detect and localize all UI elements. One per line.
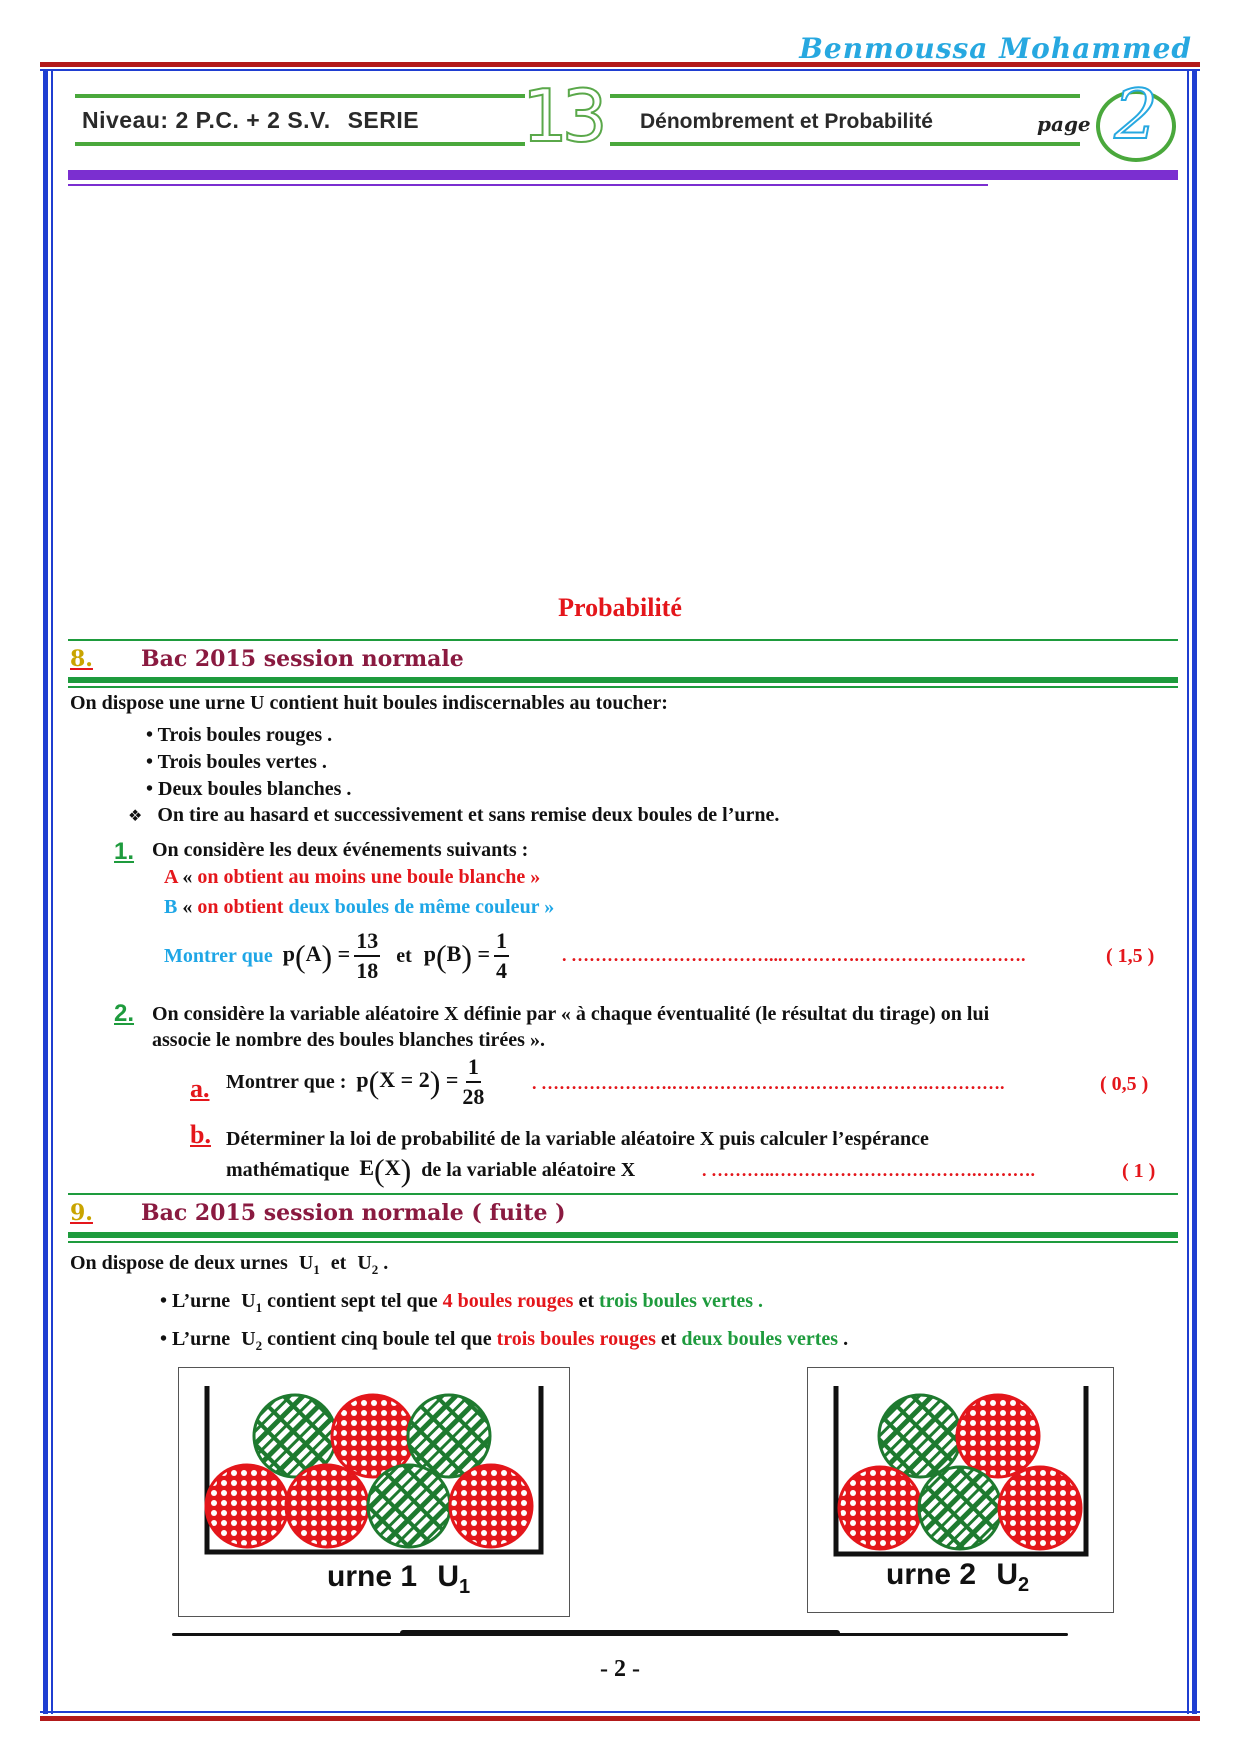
q2a-label: a.	[190, 1074, 210, 1103]
ex9-top-rule	[68, 1193, 1178, 1195]
frame-top-blue	[40, 69, 1200, 71]
header-chapter: Dénombrement et Probabilité	[640, 110, 933, 133]
page-number: - 2 -	[600, 1656, 640, 1682]
page-badge-number: 2	[1114, 76, 1158, 155]
footer-rule-thick	[400, 1630, 840, 1636]
q2b-text-1: Déterminer la loi de probabilité de la variable aléatoire X puis calculer l’espérance	[226, 1128, 929, 1150]
level-text: Niveau: 2 P.C. + 2 S.V.	[82, 107, 331, 133]
q2a-dots: . ………………….…………………………………….………….	[532, 1073, 1005, 1093]
q1-points: ( 1,5 )	[1106, 945, 1155, 967]
ex9-urn2-desc: • L’urne $U_2$ contient cinq boule tel que trois boules rouges et deux boules vertes .	[160, 1328, 849, 1353]
q2a-formula: Montrer que : p(X = 2) = $\frac{1}{28}$	[226, 1054, 485, 1109]
q2a-points: ( 0,5 )	[1100, 1073, 1149, 1095]
frame-right-2	[1187, 70, 1189, 1714]
diamond-bullet-icon: ❖	[128, 806, 143, 825]
fraction-pB: $\frac{1}{4}$	[496, 928, 508, 983]
ball-green	[408, 1395, 490, 1477]
frame-right-1	[1192, 70, 1197, 1714]
page-word: page	[1037, 112, 1091, 136]
ex8-bottom-rule	[68, 677, 1178, 683]
frame-bottom-red	[40, 1716, 1200, 1721]
header-border-left-bottom	[75, 142, 525, 146]
q1-label: 1.	[114, 838, 135, 865]
ball-red	[206, 1465, 288, 1547]
serie-number: 13	[522, 74, 602, 158]
header-border-right	[610, 94, 1080, 98]
ex8-header	[70, 646, 464, 672]
frame-bottom-blue	[40, 1711, 1200, 1713]
header-thin-rule	[68, 184, 988, 186]
q2b-points: ( 1 )	[1122, 1160, 1156, 1182]
q1-event-b: B « on obtient deux boules de même couleur »	[164, 896, 555, 918]
header-level	[82, 107, 419, 134]
urn1-figure	[178, 1367, 570, 1617]
ex8-top-rule	[68, 639, 1178, 641]
q2b-dots: . ………..…………………………….……….	[702, 1160, 1035, 1180]
ex8-intro: On dispose une urne U contient huit boules indiscernables au toucher:	[70, 692, 668, 714]
ex8-bullet-list	[146, 722, 351, 803]
ball-green	[368, 1465, 450, 1547]
ball-red	[957, 1395, 1039, 1477]
frame-left-2	[51, 70, 53, 1714]
ex9-intro: On dispose de deux urnes $U_1$ et $U_2$ .	[70, 1252, 389, 1277]
ball-red	[999, 1467, 1081, 1549]
q1-event-a: A « on obtient au moins une boule blanche »	[164, 866, 541, 888]
ball-green	[919, 1467, 1001, 1549]
q1-formula: Montrer que p(A) = $\frac{13}{18}$ et p(B) = $\frac{1}{4}$	[164, 928, 508, 983]
author-name: Benmoussa Mohammed	[799, 32, 1192, 65]
ex8-bottom-rule-thin	[68, 686, 1178, 688]
ball-green	[879, 1395, 961, 1477]
ex9-bottom-rule	[68, 1232, 1178, 1238]
header-border-left	[75, 94, 525, 98]
header-purple-rule	[68, 170, 1178, 180]
ex8-title: Bac 2015 session normale	[140, 646, 464, 672]
ball-red	[286, 1465, 368, 1547]
urn2-caption: urne 2 $U_2$	[886, 1558, 1030, 1596]
serie-label: SERIE	[347, 107, 420, 133]
ex9-urn1-desc: • L’urne $U_1$ contient sept tel que 4 boules rouges et trois boules vertes .	[160, 1290, 764, 1315]
frame-left-1	[43, 70, 48, 1714]
ex9-header	[70, 1200, 566, 1226]
ex8-number: 8.	[70, 646, 93, 672]
ball-red	[450, 1465, 532, 1547]
ball-red	[839, 1467, 921, 1549]
list-item: • Trois boules rouges .	[146, 724, 333, 746]
q2-text-2: associe le nombre des boules blanches tirées ».	[152, 1029, 545, 1051]
q2-label: 2.	[114, 1000, 135, 1027]
section-title: Probabilité	[558, 593, 682, 622]
fraction-pX2: $\frac{1}{28}$	[462, 1054, 485, 1109]
ex9-bottom-rule-thin	[68, 1241, 1178, 1243]
urn2-figure	[807, 1367, 1114, 1613]
q1-text: On considère les deux événements suivants :	[152, 839, 529, 861]
ex9-title: Bac 2015 session normale ( fuite )	[140, 1200, 566, 1226]
ex9-number: 9.	[70, 1200, 93, 1226]
list-item: • Deux boules blanches .	[146, 778, 352, 800]
q2b-text-2: mathématique E(X) de la variable aléatoire X	[226, 1152, 636, 1188]
ex8-draw: ❖ On tire au hasard et successivement et sans remise deux boules de l’urne.	[128, 804, 780, 826]
header-border-right-bottom	[610, 142, 1080, 146]
q1-dots: . ……………………………...………….……………………….	[562, 945, 1026, 965]
urn1-caption: urne 1 $U_1$	[327, 1560, 471, 1598]
q2-text-1: On considère la variable aléatoire X définie par « à chaque éventualité (le résultat du tirage) on lui	[152, 1003, 990, 1025]
q2b-label: b.	[190, 1120, 211, 1149]
fraction-pA: $\frac{13}{18}$	[356, 928, 379, 983]
list-item: • Trois boules vertes .	[146, 751, 327, 773]
